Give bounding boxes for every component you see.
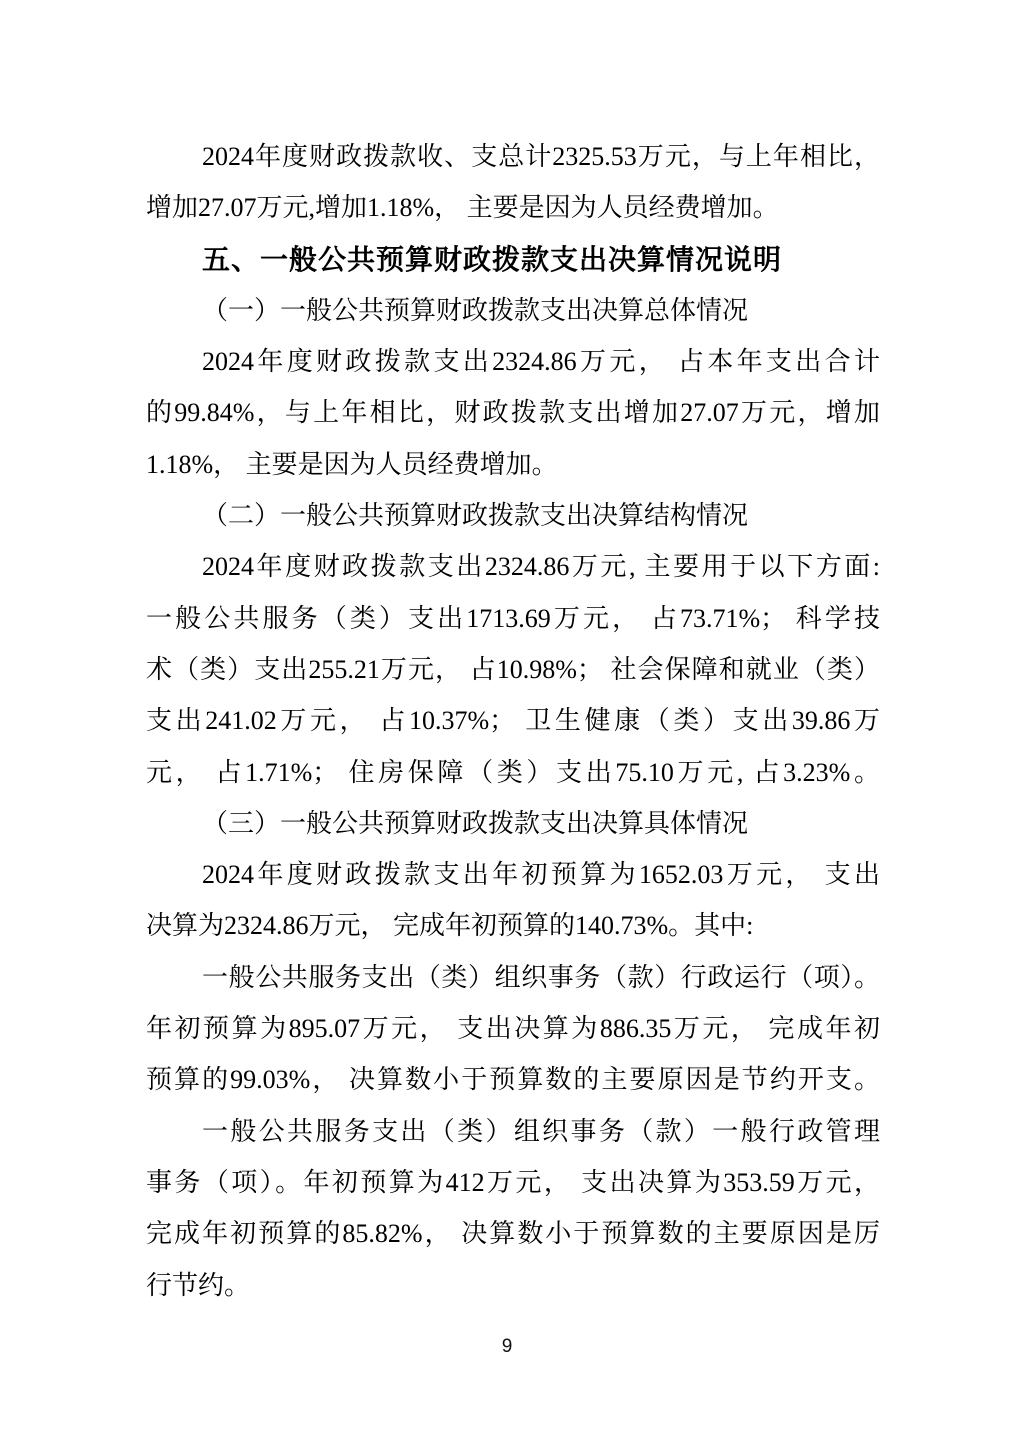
para-structure-line-2: 一般公共服务（类）支出1713.69万元， 占73.71%； 科学技	[146, 603, 880, 633]
para-total-line-1: 2024年度财政拨款收、支总计2325.53万元，与上年相比，	[202, 142, 880, 171]
para-total-line-2: 增加27.07万元,增加1.18%， 主要是因为人员经费增加。	[146, 193, 779, 223]
para-admin-management-line-3: 完成年初预算的85.82%， 决算数小于预算数的主要原因是厉	[146, 1219, 880, 1249]
heading-subsection-5-2: （二）一般公共预算财政拨款支出决算结构情况	[202, 501, 749, 531]
para-structure-line-3: 术（类）支出255.21万元， 占10.98%； 社会保障和就业（类）	[146, 654, 880, 684]
heading-section-5: 五、一般公共预算财政拨款支出决算情况说明	[202, 243, 783, 275]
para-admin-management-line-1: 一般公共服务支出（类）组织事务（款）一般行政管理	[202, 1116, 880, 1146]
para-structure-line-4: 支出241.02万元， 占10.37%； 卫生健康（类）支出39.86万	[146, 706, 880, 736]
para-detail-line-2: 决算为2324.86万元， 完成年初预算的140.73%。其中:	[146, 911, 754, 941]
para-admin-operation-line-3: 预算的99.03%， 决算数小于预算数的主要原因是节约开支。	[146, 1065, 880, 1095]
para-admin-operation-line-1: 一般公共服务支出（类）组织事务（款）行政运行（项）。	[202, 962, 880, 992]
para-detail-line-1: 2024年度财政拨款支出年初预算为1652.03万元， 支出	[202, 860, 880, 890]
page-number: 9	[501, 1336, 513, 1357]
heading-subsection-5-3: （三）一般公共预算财政拨款支出决算具体情况	[202, 808, 749, 838]
heading-subsection-5-1: （一）一般公共预算财政拨款支出决算总体情况	[202, 295, 749, 325]
para-overview-line-3: 1.18%， 主要是因为人员经费增加。	[146, 449, 558, 479]
document-text-block	[146, 131, 880, 1311]
para-admin-operation-line-2: 年初预算为895.07万元， 支出决算为886.35万元， 完成年初	[146, 1014, 880, 1044]
para-admin-management-line-4: 行节约。	[146, 1270, 251, 1300]
para-structure-line-1: 2024年度财政拨款支出2324.86万元, 主要用于以下方面:	[202, 552, 880, 582]
para-overview-line-2: 的99.84%，与上年相比，财政拨款支出增加27.07万元，增加	[146, 398, 880, 428]
para-overview-line-1: 2024年度财政拨款支出2324.86万元， 占本年支出合计	[202, 347, 880, 377]
para-structure-line-5: 元， 占1.71%； 住房保障（类）支出75.10万元, 占3.23%。	[146, 757, 880, 787]
para-admin-management-line-2: 事务（项）。年初预算为412万元， 支出决算为353.59万元，	[146, 1167, 880, 1197]
